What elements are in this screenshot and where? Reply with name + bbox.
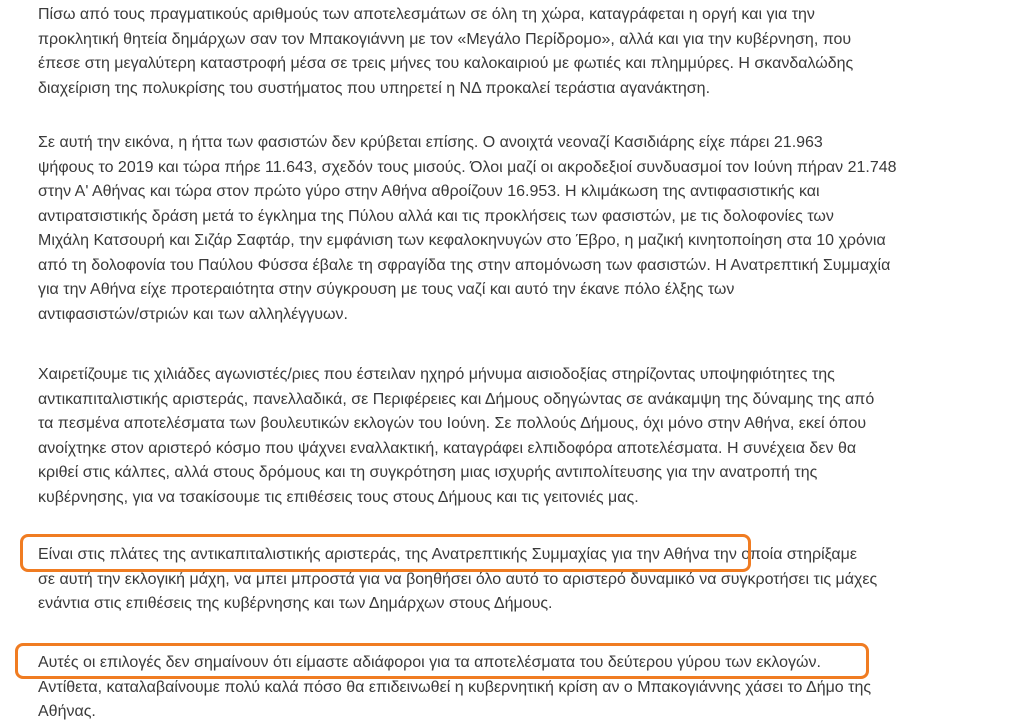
text-line: ανοίχτηκε στον αριστερό κόσμο που ψάχνει εναλλακτική, καταγράφει ελπιδοφόρα αποτελέσματα. Η συνέχεια δεν θα bbox=[38, 439, 857, 457]
text-line: κυβέρνησης, για να τσακίσουμε τις επιθέσεις τους στους Δήμους και τις γειτονιές μας. bbox=[38, 488, 639, 506]
text-line: από τη δολοφονία του Παύλου Φύσσα έβαλε τη σφραγίδα της στην απομόνωση των φασιστών. Η Ανατρεπτική Συμμαχία bbox=[38, 256, 891, 274]
text-line: προκλητική θητεία δημάρχων σαν τον Μπακογιάννη με τον «Μεγάλο Περίδρομο», αλλά και για την κυβέρνηση, που bbox=[38, 30, 852, 48]
text-line: κριθεί στις κάλπες, αλλά στους δρόμους και τη συγκρότηση μιας ισχυρής αντιπολίτευσης για την ανατροπή της bbox=[38, 464, 818, 481]
text-line: τα πεσμένα αποτελέσματα των βουλευτικών εκλογών του Ιούνη. Σε πολλούς Δήμους, όχι μόνο στην Αθήνα, εκεί όπου bbox=[38, 415, 867, 432]
text-line: αντιρατσιστικής δράση μετά το έγκλημα της Πύλου αλλά και τις προκλήσεις των φασιστών, με τις δολοφονίες των bbox=[38, 207, 834, 225]
text-line: Είναι στις πλάτες της αντικαπιταλιστικής αριστεράς, της Ανατρεπτικής Συμμαχίας για την Αθήνα την οποία στηρίξαμε bbox=[38, 546, 857, 563]
paragraph-1 bbox=[38, 3, 938, 101]
text-line: Πίσω από τους πραγματικούς αριθμούς των αποτελεσμάτων σε όλη τη χώρα, καταγράφεται η οργή και για την bbox=[38, 6, 815, 23]
text-line: Σε αυτή την εικόνα, η ήττα των φασιστών δεν κρύβεται επίσης. Ο ανοιχτά νεοναζί Κασιδιάρης είχε πάρει 21.963 bbox=[38, 134, 823, 151]
text-line: Αντίθετα, καταλαβαίνουμε πολύ καλά πόσο θα επιδεινωθεί η κυβερνητική κρίση αν ο Μπακογιάννης χάσει το Δήμο της bbox=[38, 678, 872, 696]
text-line: για την Αθήνα είχε προτεραιότητα στην σύγκρουση με τους ναζί και αυτό την έκανε πόλο έλξης των bbox=[38, 281, 735, 298]
paragraph-4 bbox=[38, 543, 938, 617]
text-line: ενάντια στις επιθέσεις της κυβέρνησης και των Δημάρχων στους Δήμους. bbox=[38, 595, 553, 612]
text-line: σε αυτή την εκλογική μάχη, να μπει μπροστά για να βοηθήσει όλο αυτό το αριστερό δυναμικό να συγκροτήσει τις μάχες bbox=[38, 570, 878, 588]
text-line: ψήφους το 2019 και τώρα πήρε 11.643, σχεδόν τους μισούς. Όλοι μαζί οι ακροδεξιοί συνδυασμοί τον Ιούνη πήραν 21.748 bbox=[38, 158, 897, 176]
text-line: αντικαπιταλιστικής αριστεράς, πανελλαδικά, σε Περιφέρειες και Δήμους οδηγώντας σε ανάκαμψη της δύναμης της από bbox=[38, 390, 875, 408]
text-line: Αυτές οι επιλογές δεν σημαίνουν ότι είμαστε αδιάφοροι για τα αποτελέσματα του δεύτερου γύρου των εκλογών. bbox=[38, 654, 821, 671]
text-line: διαχείριση της πολυκρίσης του συστήματος που υπηρετεί η ΝΔ προκαλεί τεράστια αγανάκτηση. bbox=[38, 79, 711, 97]
text-line: Αθήνας. bbox=[38, 703, 96, 720]
text-line: Χαιρετίζουμε τις χιλιάδες αγωνιστές/ριες που έστειλαν ηχηρό μήνυμα αισιοδοξίας στηρίζοντας υποψηφιότητες της bbox=[38, 366, 835, 383]
paragraph-3 bbox=[38, 363, 938, 510]
paragraph-5 bbox=[38, 651, 938, 725]
text-line: αντιφασιστών/στριών και των αλληλέγγυων. bbox=[38, 305, 348, 323]
text-line: έπεσε στη μεγαλύτερη καταστροφή μέσα σε τρεις μήνες του καλοκαιριού με φωτιές και πλημμύρες. Η σκανδαλώδης bbox=[38, 55, 854, 72]
text-line: στην Α' Αθήνας και τώρα στον πρώτο γύρο στην Αθήνα αθροίζουν 16.953. Η κλιμάκωση της αντιφασιστικής και bbox=[38, 183, 820, 200]
text-line: Μιχάλη Κατσουρή και Σιζάρ Σαφτάρ, την εμφάνιση των κεφαλοκηνυγών στο Έβρο, η μαζική κινητοποίηση στα 10 χρόνια bbox=[38, 232, 886, 249]
paragraph-2 bbox=[38, 131, 938, 327]
